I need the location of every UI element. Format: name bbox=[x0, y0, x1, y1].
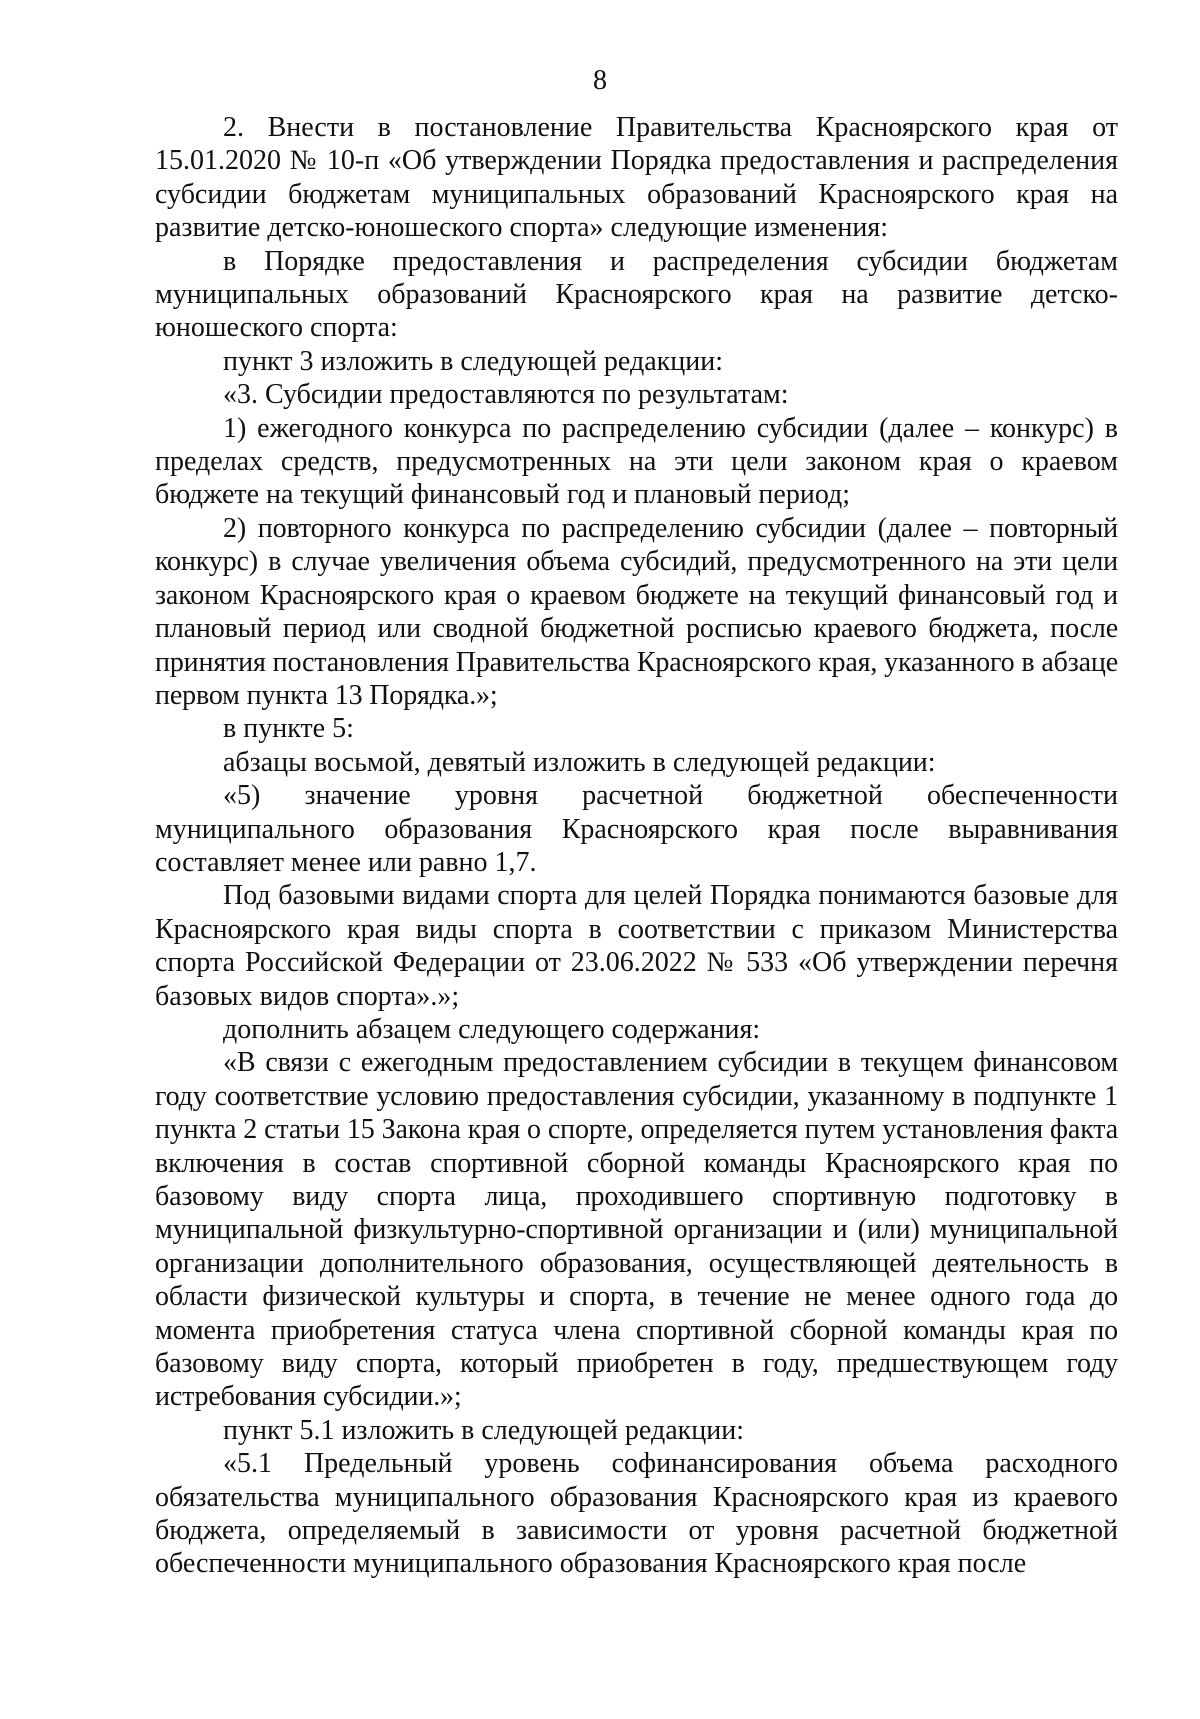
paragraph-subitem-1: 1) ежегодного конкурса по распределению субсидии (далее – конкурс) в пределах средств, предусмотренных на эти цели законом края о краевом бюджете на текущий финансовый год и плановый период; bbox=[155, 412, 1118, 511]
paragraph-item-5-1-intro: пункт 5.1 изложить в следующей редакции: bbox=[223, 1414, 744, 1446]
paragraph-item-5-1-text: «5.1 Предельный уровень софинансирования объема расходного обязательства муниципального образования Красноярского края из краевого бюджета, определяемый в зависимости от уровня расчетной бюджетной обеспеченности муниципального образования Красноярского края после bbox=[155, 1448, 1118, 1580]
paragraph-item-5-intro: в пункте 5: bbox=[223, 713, 354, 745]
paragraph-item-3-intro: пункт 3 изложить в следующей редакции: bbox=[223, 345, 723, 377]
paragraph-paragraphs-8-9: абзацы восьмой, девятый изложить в следующей редакции: bbox=[223, 746, 936, 778]
page-number: 8 bbox=[593, 65, 607, 96]
paragraph-amend-resolution: 2. Внести в постановление Правительства Красноярского края от 15.01.2020 № 10-п «Об утверждении Порядка предоставления и распределения субсидии бюджетам муниципальных образований Красноярского края на развитие детско-юношеского спорта» следующие изменения: bbox=[155, 112, 1118, 244]
paragraph-add-paragraph: дополнить абзацем следующего содержания: bbox=[223, 1013, 761, 1045]
paragraph-subitem-2: 2) повторного конкурса по распределению субсидии (далее – повторный конкурс) в случае увеличения объема субсидий, предусмотренного на эти цели законом Красноярского края о краевом бюджете на текущий финансовый год и плановый период или сводной бюджетной росписью краевого бюджета, после принятия постановления Правительства Красноярского края, указанного в абзаце первом пункта 13 Порядка.»; bbox=[155, 512, 1118, 711]
paragraph-annual-subsidy: «В связи с ежегодным предоставлением субсидии в текущем финансовом году соответствие условию предоставления субсидии, указанному в подпункте 1 пункта 2 статьи 15 Закона края о спорте, определяется путем установления факта включения в состав спортивной сборной команды Красноярского края по базовому виду спорта лица, проходившего спортивную подготовку в муниципальной физкультурно-спортивной организации и (или) муниципальной организации дополнительного образования, осуществляющей деятельность в области физической культуры и спорта, в течение не менее одного года до момента приобретения статуса члена спортивной сборной команды края по базовому виду спорта, который приобретен в году, предшествующем году истребования субсидии.»; bbox=[155, 1047, 1118, 1413]
paragraph-condition-5: «5) значение уровня расчетной бюджетной обеспеченности муниципального образования Красноярского края после выравнивания составляет менее или равно 1,7. bbox=[155, 780, 1118, 878]
paragraph-in-procedure: в Порядке предоставления и распределения субсидии бюджетам муниципальных образований Красноярского края на развитие детско-юношеского спорта: bbox=[155, 245, 1118, 344]
document-body bbox=[155, 111, 1118, 1581]
paragraph-base-sports: Под базовыми видами спорта для целей Порядка понимаются базовые для Красноярского края виды спорта в соответствии с приказом Министерства спорта Российской Федерации от 23.06.2022 № 533 «Об утверждении перечня базовых видов спорта».»; bbox=[155, 880, 1118, 1012]
paragraph-item-3-text: «3. Субсидии предоставляются по результатам: bbox=[223, 379, 789, 411]
